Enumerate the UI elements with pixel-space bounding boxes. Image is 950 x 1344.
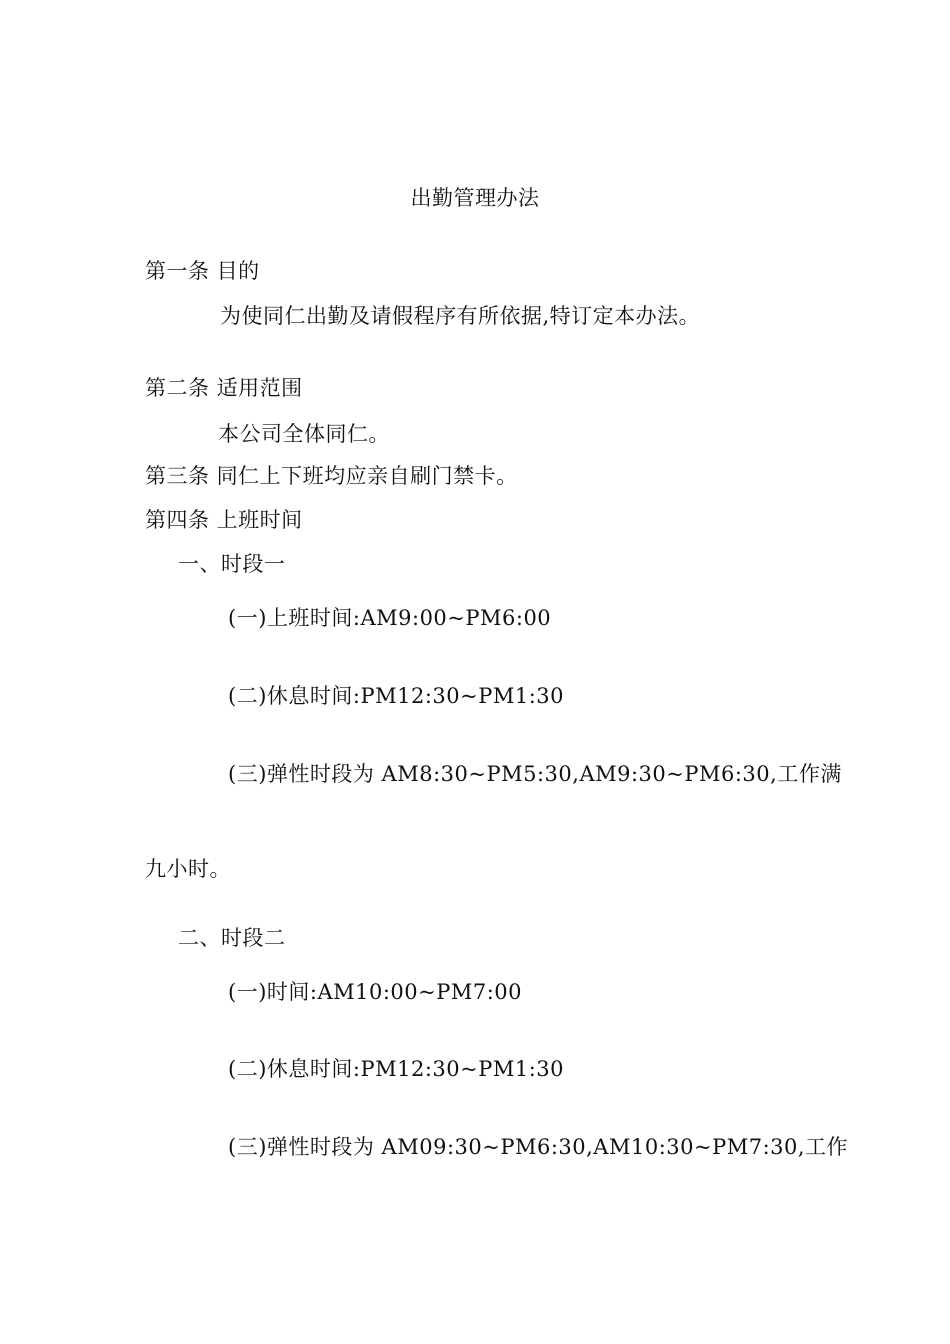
shift-1-break-time: (二)休息时间:PM12:30~PM1:30 — [228, 684, 564, 708]
shift-2-break-time: (二)休息时间:PM12:30~PM1:30 — [228, 1057, 564, 1081]
article-4-heading: 第四条 上班时间 — [145, 508, 303, 532]
shift-2-flex-time: (三)弹性时段为 AM09:30~PM6:30,AM10:30~PM7:30,工作 — [228, 1135, 849, 1159]
article-2-heading: 第二条 适用范围 — [145, 376, 303, 400]
shift-2-work-time: (一)时间:AM10:00~PM7:00 — [228, 980, 523, 1004]
shift-1-flex-time-cont: 九小时。 — [145, 857, 231, 881]
article-1-body: 为使同仁出勤及请假程序有所依据,特订定本办法。 — [220, 304, 701, 328]
article-1-heading: 第一条 目的 — [145, 259, 260, 283]
document-title: 出勤管理办法 — [410, 186, 540, 210]
shift-1-label: 一、时段一 — [178, 552, 286, 576]
article-3-heading: 第三条 同仁上下班均应亲自刷门禁卡。 — [145, 464, 518, 488]
shift-2-label: 二、时段二 — [178, 926, 286, 950]
article-2-body: 本公司全体同仁。 — [218, 422, 390, 446]
shift-1-flex-time: (三)弹性时段为 AM8:30~PM5:30,AM9:30~PM6:30,工作满 — [228, 762, 842, 786]
shift-1-work-time: (一)上班时间:AM9:00~PM6:00 — [228, 606, 552, 630]
